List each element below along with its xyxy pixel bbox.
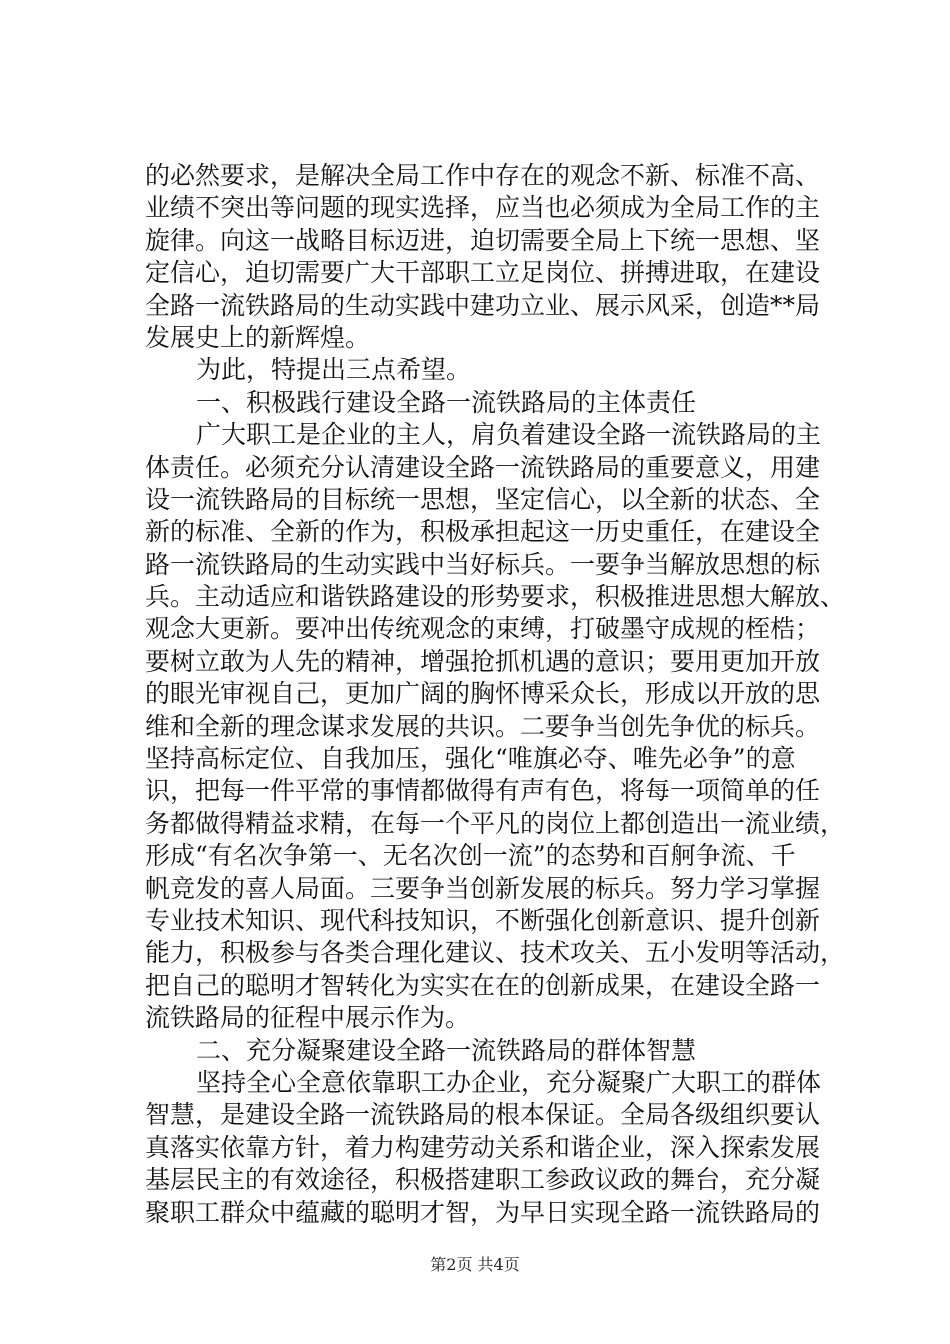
body-line: 路一流铁路局的生动实践中当好标兵。一要争当解放思想的标 bbox=[145, 549, 821, 579]
body-line: 流铁路局的征程中展示作为。 bbox=[145, 1003, 471, 1033]
document-body bbox=[145, 160, 846, 1229]
page-footer bbox=[0, 1255, 950, 1275]
page-number-label: 第2页 共4页 bbox=[430, 1255, 520, 1274]
body-line: 业绩不突出等问题的现实选择，应当也必须成为全局工作的主 bbox=[145, 193, 821, 223]
body-line: 基层民主的有效途径，积极搭建职工参政议政的舞台，充分凝 bbox=[145, 1165, 821, 1195]
body-line: 体责任。必须充分认清建设全路一流铁路局的重要意义，用建 bbox=[145, 452, 821, 482]
body-line: 定信心，迫切需要广大干部职工立足岗位、拼搏进取，在建设 bbox=[145, 258, 821, 288]
body-line: 新的标准、全新的作为，积极承担起这一历史重任，在建设全 bbox=[145, 517, 821, 547]
body-line: 聚职工群众中蕴藏的聪明才智，为早日实现全路一流铁路局的 bbox=[145, 1197, 821, 1227]
paragraph-start-line: 为此，特提出三点希望。 bbox=[196, 355, 472, 385]
body-line: 把自己的聪明才智转化为实实在在的创新成果，在建设全路一 bbox=[145, 970, 821, 1000]
body-line: 形成“有名次争第一、无名次创一流”的态势和百舸争流、千 bbox=[145, 841, 796, 871]
body-line: 务都做得精益求精，在每一个平凡的岗位上都创造出一流业绩， bbox=[145, 808, 846, 838]
section-heading-2: 二、充分凝聚建设全路一流铁路局的群体智慧 bbox=[196, 1035, 697, 1065]
body-line: 兵。主动适应和谐铁路建设的形势要求，积极推进思想大解放、 bbox=[145, 582, 846, 612]
body-line: 全路一流铁路局的生动实践中建功立业、展示风采，创造**局 bbox=[145, 290, 821, 320]
body-line: 专业技术知识、现代科技知识，不断强化创新意识、提升创新 bbox=[145, 905, 821, 935]
body-line: 的眼光审视自己，更加广阔的胸怀博采众长，形成以开放的思 bbox=[145, 679, 821, 709]
body-line: 旋律。向这一战略目标迈进，迫切需要全局上下统一思想、坚 bbox=[145, 225, 821, 255]
body-line: 真落实依靠方针，着力构建劳动关系和谐企业，深入探索发展 bbox=[145, 1132, 821, 1162]
body-line: 发展史上的新辉煌。 bbox=[145, 322, 371, 352]
body-line: 设一流铁路局的目标统一思想，坚定信心，以全新的状态、全 bbox=[145, 484, 821, 514]
section-heading-1: 一、积极践行建设全路一流铁路局的主体责任 bbox=[196, 387, 697, 417]
body-line: 维和全新的理念谋求发展的共识。二要争当创先争优的标兵。 bbox=[145, 711, 821, 741]
body-line: 坚持高标定位、自我加压，强化“唯旗必夺、唯先必争”的意 bbox=[145, 744, 796, 774]
body-line: 智慧，是建设全路一流铁路局的根本保证。全局各级组织要认 bbox=[145, 1100, 821, 1130]
body-line: 观念大更新。要冲出传统观念的束缚，打破墨守成规的桎梏； bbox=[145, 614, 821, 644]
body-line: 帆竞发的喜人局面。三要争当创新发展的标兵。努力学习掌握 bbox=[145, 873, 821, 903]
paragraph-start-line: 坚持全心全意依靠职工办企业，充分凝聚广大职工的群体 bbox=[196, 1067, 822, 1097]
body-line: 能力，积极参与各类合理化建议、技术攻关、五小发明等活动， bbox=[145, 938, 846, 968]
body-line: 识，把每一件平常的事情都做得有声有色，将每一项简单的任 bbox=[145, 776, 821, 806]
body-line: 的必然要求，是解决全局工作中存在的观念不新、标准不高、 bbox=[145, 161, 821, 190]
body-line: 要树立敢为人先的精神，增强抢抓机遇的意识；要用更加开放 bbox=[145, 646, 821, 676]
paragraph-start-line: 广大职工是企业的主人，肩负着建设全路一流铁路局的主 bbox=[196, 420, 822, 450]
